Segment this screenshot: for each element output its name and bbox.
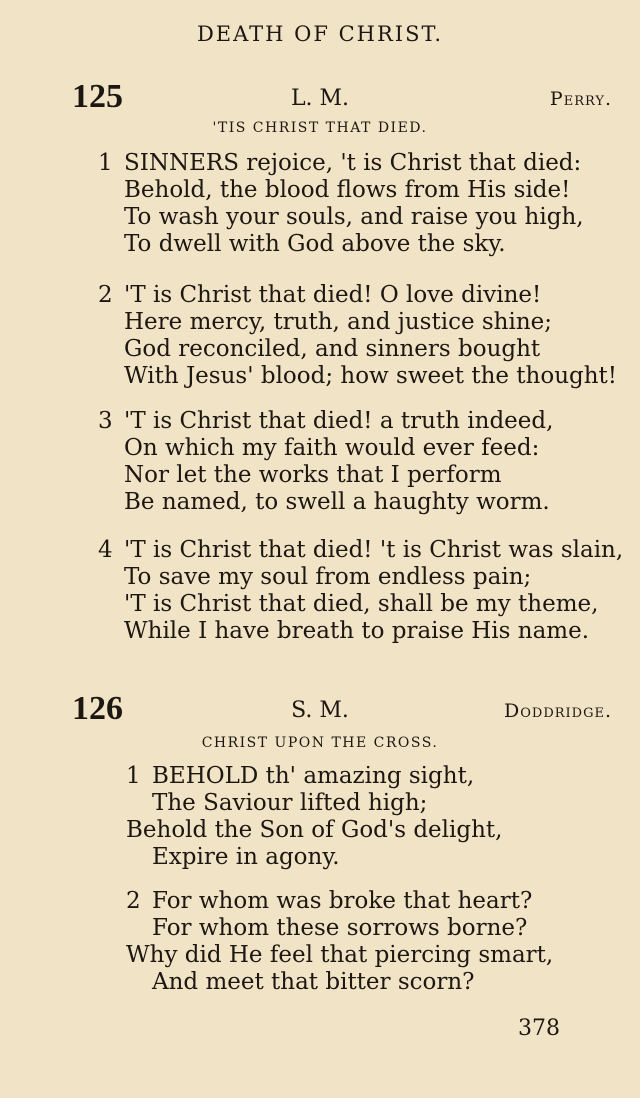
- verse-line: To save my soul from endless pain;: [124, 564, 532, 590]
- verse-line: BEHOLD th' amazing sight,: [152, 763, 475, 789]
- verse-number: 1: [98, 150, 113, 176]
- verse-line: Behold, the blood flows from His side!: [124, 177, 571, 203]
- hymn-author: Perry.: [549, 88, 612, 110]
- running-head: DEATH OF CHRIST.: [196, 22, 444, 46]
- verse-line: Here mercy, truth, and justice shine;: [124, 309, 553, 335]
- verse-line: With Jesus' blood; how sweet the thought!: [124, 363, 618, 389]
- verse-126-2: [126, 888, 553, 996]
- hymn-number: 125: [72, 78, 123, 115]
- verse-line: 'T is Christ that died! a truth indeed,: [124, 408, 554, 434]
- verse-number: 1: [126, 763, 141, 789]
- verse-line: 'T is Christ that died! 't is Christ was slain,: [124, 537, 624, 563]
- verse-line: Behold the Son of God's delight,: [126, 817, 503, 843]
- verse-line: 'T is Christ that died, shall be my theme,: [124, 591, 599, 617]
- verse-125-3: [98, 408, 553, 516]
- verse-number: 2: [98, 282, 113, 308]
- verse-line: To dwell with God above the sky.: [124, 231, 506, 257]
- hymn-number: 126: [72, 690, 123, 727]
- verse-line: 'T is Christ that died! O love divine!: [124, 282, 542, 308]
- hymn-title: 'TIS CHRIST THAT DIED.: [212, 120, 428, 136]
- verse-126-1: [126, 763, 502, 871]
- verse-125-2: [98, 282, 617, 390]
- hymn-header-126: [0, 690, 640, 730]
- verse-line: Nor let the works that I perform: [124, 462, 502, 488]
- verse-line: SINNERS rejoice, 't is Christ that died:: [124, 150, 582, 176]
- verse-line: Why did He feel that piercing smart,: [126, 942, 554, 968]
- verse-line: The Saviour lifted high;: [152, 790, 428, 816]
- verse-number: 3: [98, 408, 113, 434]
- verse-line: To wash your souls, and raise you high,: [124, 204, 584, 230]
- verse-125-4: [98, 537, 623, 645]
- verse-line: For whom these sorrows borne?: [152, 915, 528, 941]
- page-number: 378: [518, 1016, 560, 1041]
- verse-line: For whom was broke that heart?: [152, 888, 533, 914]
- verse-number: 4: [98, 537, 113, 563]
- verse-number: 2: [126, 888, 141, 914]
- verse-line: Be named, to swell a haughty worm.: [124, 489, 550, 515]
- verse-line: On which my faith would ever feed:: [124, 435, 540, 461]
- verse-125-1: [98, 150, 584, 258]
- verse-line: And meet that bitter scorn?: [152, 969, 475, 995]
- hymn-title: CHRIST UPON THE CROSS.: [201, 735, 439, 751]
- hymn-meter: L. M.: [290, 86, 350, 111]
- hymn-author: Doddridge.: [504, 700, 612, 722]
- hymn-meter: S. M.: [291, 698, 349, 723]
- hymn-header-125: [0, 78, 640, 118]
- verse-line: God reconciled, and sinners bought: [124, 336, 541, 362]
- verse-line: Expire in agony.: [152, 844, 340, 870]
- verse-line: While I have breath to praise His name.: [124, 618, 590, 644]
